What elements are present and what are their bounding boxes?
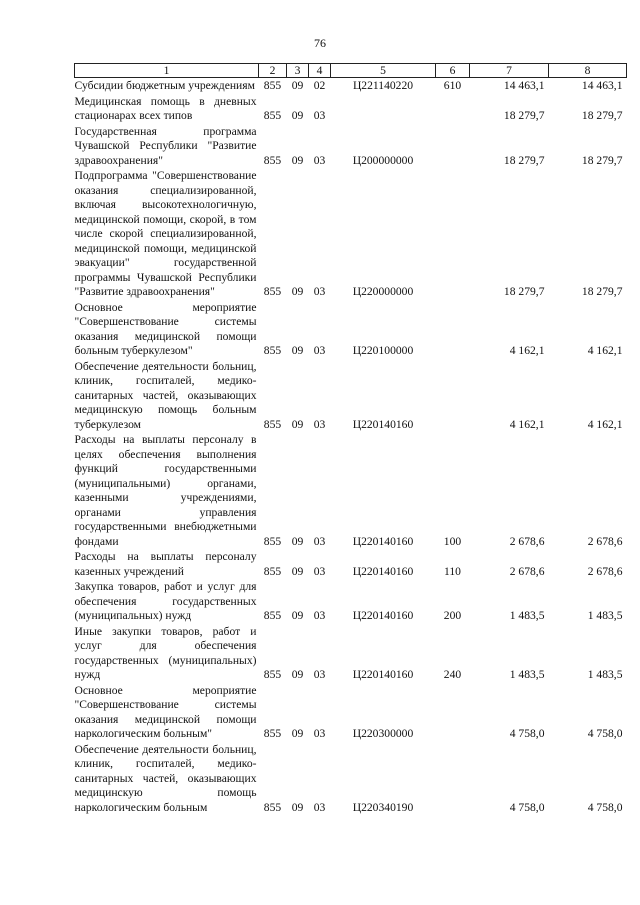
- row-amount-year1: 2 678,6: [509, 564, 545, 578]
- table-row: [75, 78, 627, 95]
- row-amount-year1: 18 279,7: [503, 153, 545, 167]
- row-amount-year1: 1 483,5: [509, 609, 545, 622]
- row-subsection: 03: [313, 800, 326, 814]
- row-target-article: Ц220140160: [352, 417, 414, 431]
- table-row: [75, 169, 627, 301]
- row-name: Основное мероприятие "Совершенствование системы оказания медицинской помощи наркологическим больным": [74, 683, 257, 740]
- row-amount-year2: 4 758,0: [587, 800, 623, 814]
- table-row: [75, 743, 627, 817]
- row-expense-type: 200: [443, 609, 462, 622]
- table-row: [75, 433, 627, 550]
- row-admin-code: 855: [263, 534, 282, 548]
- row-subsection: 03: [313, 668, 326, 681]
- row-amount-year1: 18 279,7: [503, 285, 545, 298]
- row-expense-type: [436, 95, 470, 125]
- row-section: 09: [291, 727, 304, 740]
- row-subsection: 03: [313, 344, 326, 357]
- row-amount-year2: 4 162,1: [587, 344, 623, 357]
- row-expense-type: [436, 684, 470, 743]
- row-amount-year1: 4 758,0: [509, 800, 545, 814]
- row-name: Расходы на выплаты персоналу в целях обеспечения выполнения функций государственными (муниципальными) органами, казенными учреждениями, органами управления государственными внебюджетными фондами: [74, 433, 257, 548]
- row-admin-code: 855: [263, 285, 282, 298]
- row-amount-year1: 18 279,7: [503, 109, 545, 122]
- row-section: 09: [291, 564, 304, 578]
- row-amount-year2: 1 483,5: [587, 668, 623, 681]
- row-section: 09: [291, 800, 304, 814]
- row-expense-type: [436, 743, 470, 817]
- row-subsection: 03: [313, 534, 326, 548]
- row-name: Медицинская помощь в дневных стационарах всех типов: [74, 94, 257, 122]
- row-subsection: 03: [313, 153, 326, 167]
- row-admin-code: 855: [263, 79, 282, 92]
- row-amount-year1: 4 162,1: [509, 417, 545, 431]
- header-col-1: 1: [75, 64, 259, 78]
- row-name: Обеспечение деятельности больниц, клиник, госпиталей, медико-санитарных частей, оказывающих медицинскую помощь больным туберкулезом: [74, 359, 257, 431]
- row-target-article: Ц220000000: [352, 285, 414, 298]
- row-amount-year1: 14 463,1: [503, 79, 545, 92]
- row-expense-type: [436, 301, 470, 360]
- row-name: Обеспечение деятельности больниц, клиник, госпиталей, медико-санитарных частей, оказывающих медицинскую помощь наркологическим больным: [74, 742, 257, 814]
- row-admin-code: 855: [263, 109, 282, 122]
- row-section: 09: [291, 285, 304, 298]
- row-target-article: Ц220140160: [352, 668, 414, 681]
- row-subsection: 03: [313, 285, 326, 298]
- row-amount-year2: 18 279,7: [581, 153, 623, 167]
- row-target-article: Ц220140160: [352, 534, 414, 548]
- row-section: 09: [291, 153, 304, 167]
- row-name: Иные закупки товаров, работ и услуг для обеспечения государственных (муниципальных) нужд: [74, 624, 257, 681]
- table-row: [75, 625, 627, 684]
- row-amount-year1: 4 758,0: [509, 727, 545, 740]
- row-subsection: 03: [313, 564, 326, 578]
- row-expense-type: 610: [443, 79, 462, 92]
- row-expense-type: [436, 169, 470, 301]
- row-admin-code: 855: [263, 153, 282, 167]
- table-header: [75, 64, 627, 78]
- row-amount-year2: 4 162,1: [587, 417, 623, 431]
- row-section: 09: [291, 109, 304, 122]
- row-admin-code: 855: [263, 609, 282, 622]
- row-admin-code: 855: [263, 417, 282, 431]
- table-row: [75, 580, 627, 625]
- row-section: 09: [291, 417, 304, 431]
- page-number: 76: [314, 36, 326, 50]
- row-name: Государственная программа Чувашской Республики "Развитие здравоохранения": [74, 124, 257, 167]
- row-admin-code: 855: [263, 727, 282, 740]
- row-name: Подпрограмма "Совершенствование оказания специализированной, включая высокотехнологичную, медицинской помощи, скорой, в том числе скорой специализированной, медицинской помощи, медицинской эвакуации" государственной программы Чувашской Республики "Развитие здравоохранения": [74, 169, 257, 298]
- header-col-2: 2: [259, 64, 287, 78]
- row-admin-code: 855: [263, 668, 282, 681]
- row-expense-type: 100: [443, 534, 462, 548]
- row-expense-type: [436, 360, 470, 434]
- row-expense-type: 240: [443, 668, 462, 681]
- row-amount-year2: 1 483,5: [587, 609, 623, 622]
- row-amount-year2: 4 758,0: [587, 727, 623, 740]
- row-target-article: Ц220140160: [352, 609, 414, 622]
- row-name: Расходы на выплаты персоналу казенных учреждений: [74, 550, 257, 578]
- row-target-article: Ц200000000: [352, 153, 414, 167]
- row-target-article: Ц220140160: [352, 564, 414, 578]
- row-name: Основное мероприятие "Совершенствование системы оказания медицинской помощи больным туберкулезом": [74, 300, 257, 357]
- row-amount-year2: 2 678,6: [587, 534, 623, 548]
- header-col-8: 8: [549, 64, 627, 78]
- header-col-3: 3: [287, 64, 309, 78]
- header-col-6: 6: [436, 64, 470, 78]
- header-row: [75, 64, 627, 78]
- row-expense-type: [436, 125, 470, 170]
- table-row: [75, 550, 627, 580]
- row-subsection: 02: [313, 79, 326, 92]
- row-amount-year2: 14 463,1: [581, 79, 623, 92]
- header-col-5: 5: [331, 64, 436, 78]
- row-target-article: [331, 95, 436, 125]
- row-section: 09: [291, 534, 304, 548]
- row-target-article: Ц220340190: [352, 800, 414, 814]
- row-amount-year2: 2 678,6: [587, 564, 623, 578]
- row-section: 09: [291, 609, 304, 622]
- table-row: [75, 684, 627, 743]
- row-amount-year1: 4 162,1: [509, 344, 545, 357]
- row-amount-year2: 18 279,7: [581, 285, 623, 298]
- header-col-7: 7: [470, 64, 549, 78]
- table-row: [75, 95, 627, 125]
- row-amount-year1: 2 678,6: [509, 534, 545, 548]
- row-admin-code: 855: [263, 800, 282, 814]
- row-expense-type: 110: [444, 564, 461, 578]
- row-target-article: Ц221140220: [352, 79, 414, 92]
- row-section: 09: [291, 668, 304, 681]
- table-row: [75, 125, 627, 170]
- row-target-article: Ц220100000: [352, 344, 414, 357]
- header-col-4: 4: [309, 64, 331, 78]
- table-row: [75, 301, 627, 360]
- table-row: [75, 360, 627, 434]
- row-target-article: Ц220300000: [352, 727, 414, 740]
- table-body: [75, 78, 627, 817]
- row-subsection: 03: [313, 109, 326, 122]
- row-amount-year1: 1 483,5: [509, 668, 545, 681]
- row-name: Закупка товаров, работ и услуг для обеспечения государственных (муниципальных) нужд: [74, 580, 257, 622]
- row-subsection: 03: [313, 727, 326, 740]
- row-subsection: 03: [313, 609, 326, 622]
- row-subsection: 03: [313, 417, 326, 431]
- budget-table: [74, 63, 627, 816]
- row-name: Субсидии бюджетным учреждениям: [74, 79, 255, 92]
- row-admin-code: 855: [263, 564, 282, 578]
- row-section: 09: [291, 344, 304, 357]
- row-section: 09: [291, 79, 304, 92]
- row-amount-year2: 18 279,7: [581, 109, 623, 122]
- row-admin-code: 855: [263, 344, 282, 357]
